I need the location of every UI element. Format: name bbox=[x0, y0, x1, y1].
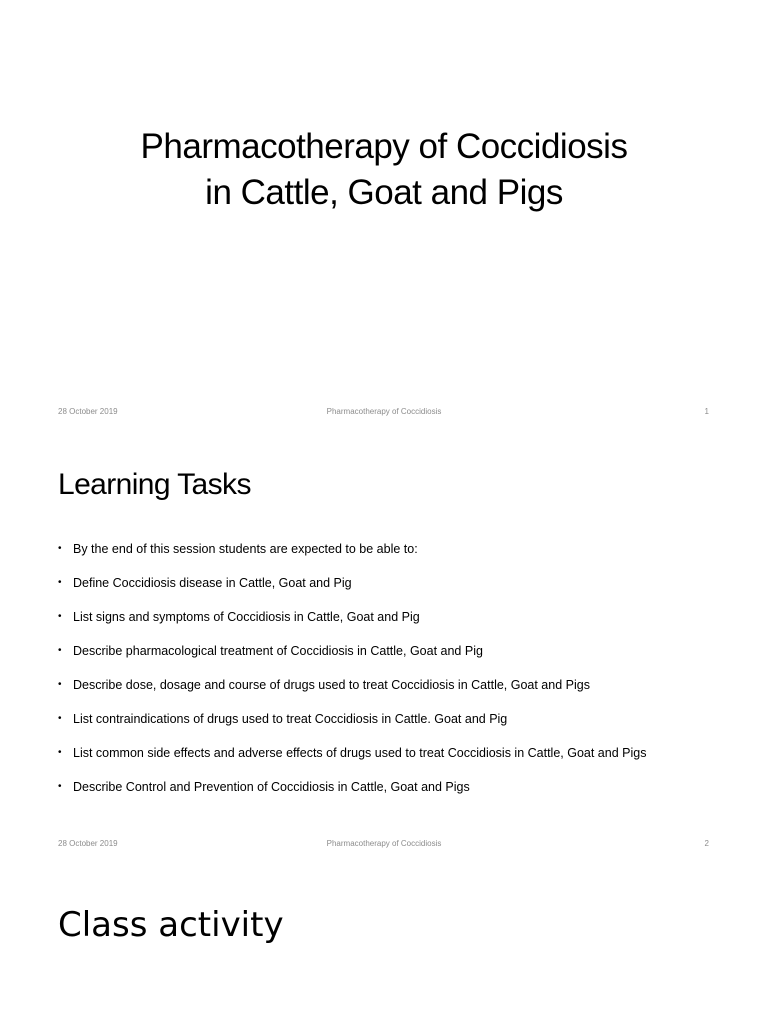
list-item bbox=[58, 778, 738, 812]
list-item-text: Define Coccidiosis disease in Cattle, Goat and Pig bbox=[73, 576, 352, 590]
bullet-icon: • bbox=[58, 577, 62, 588]
bullet-icon: • bbox=[58, 781, 62, 792]
list-item-text: Describe pharmacological treatment of Coccidiosis in Cattle, Goat and Pig bbox=[73, 644, 483, 658]
bullet-icon: • bbox=[58, 543, 62, 554]
list-item-text: List contraindications of drugs used to treat Coccidiosis in Cattle. Goat and Pig bbox=[73, 712, 508, 726]
footer-page-number: 2 bbox=[704, 839, 709, 848]
slide-1 bbox=[0, 0, 768, 432]
slide-2 bbox=[0, 432, 768, 865]
footer-date: 28 October 2019 bbox=[58, 839, 118, 848]
bullet-icon: • bbox=[58, 679, 62, 690]
slide-heading: Class activity bbox=[58, 905, 284, 945]
list-item-text: Describe Control and Prevention of Coccidiosis in Cattle, Goat and Pigs bbox=[73, 780, 470, 794]
footer-date: 28 October 2019 bbox=[58, 407, 118, 416]
slide-3 bbox=[0, 865, 768, 1024]
slide-title bbox=[0, 124, 768, 216]
bullet-icon: • bbox=[58, 747, 62, 758]
list-item bbox=[58, 608, 738, 642]
list-item bbox=[58, 676, 738, 710]
learning-tasks-list bbox=[58, 540, 738, 812]
footer-page-number: 1 bbox=[704, 407, 709, 416]
list-item-text: By the end of this session students are expected to be able to: bbox=[73, 542, 418, 556]
bullet-icon: • bbox=[58, 611, 62, 622]
list-item-text: List signs and symptoms of Coccidiosis in Cattle, Goat and Pig bbox=[73, 610, 420, 624]
slide-footer bbox=[0, 407, 768, 421]
slide-heading: Learning Tasks bbox=[58, 468, 251, 501]
slide-title-line-2: in Cattle, Goat and Pigs bbox=[205, 173, 563, 212]
list-item bbox=[58, 710, 738, 744]
bullet-icon: • bbox=[58, 645, 62, 656]
list-item bbox=[58, 574, 738, 608]
list-item bbox=[58, 642, 738, 676]
list-item bbox=[58, 540, 738, 574]
footer-title: Pharmacotherapy of Coccidiosis bbox=[326, 839, 442, 848]
list-item-text: List common side effects and adverse effects of drugs used to treat Coccidiosis in Cattle, Goat and Pigs bbox=[73, 746, 647, 760]
slide-title-line-1: Pharmacotherapy of Coccidiosis bbox=[140, 127, 628, 166]
slide-footer bbox=[0, 839, 768, 853]
bullet-icon: • bbox=[58, 713, 62, 724]
footer-title: Pharmacotherapy of Coccidiosis bbox=[326, 407, 442, 416]
list-item-text: Describe dose, dosage and course of drugs used to treat Coccidiosis in Cattle, Goat and Pigs bbox=[73, 678, 590, 692]
list-item bbox=[58, 744, 738, 778]
